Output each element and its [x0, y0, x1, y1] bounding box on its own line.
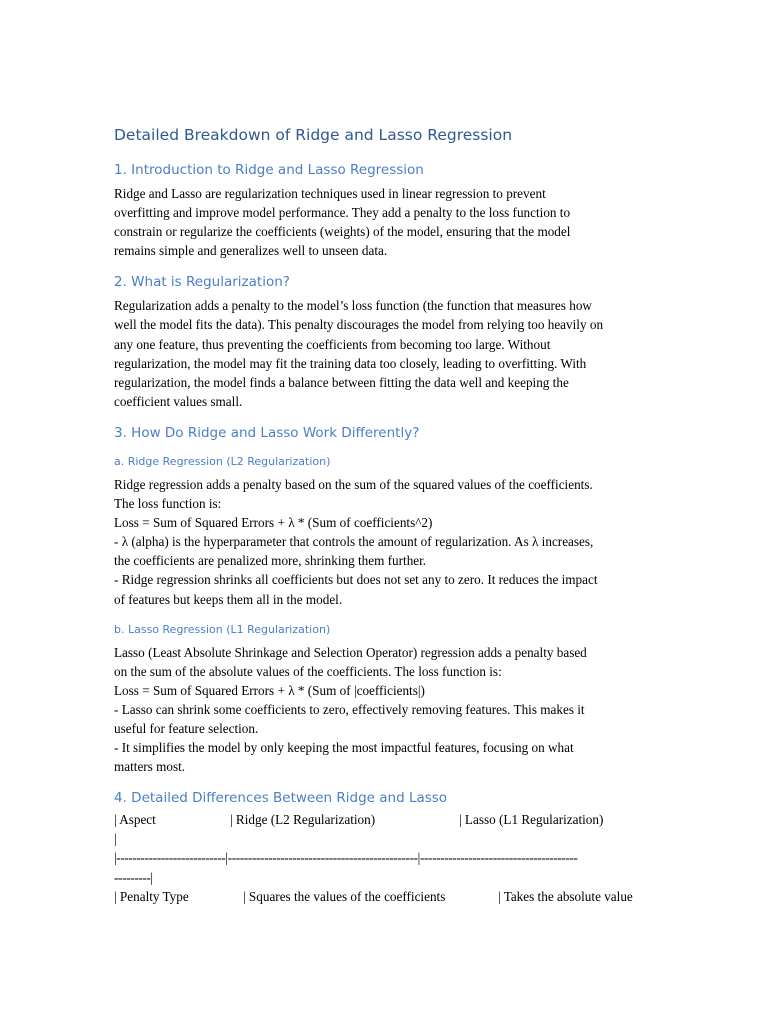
paragraph-line: overfitting and improve model performance. They add a penalty to the loss function to [114, 205, 571, 221]
table-separator-line: |---------------------------|-----------------------------------------------|--------------------------------------- [114, 850, 578, 866]
paragraph-line: Ridge regression adds a penalty based on the sum of the squared values of the coefficients. [114, 476, 593, 492]
paragraph-line: the coefficients are penalized more, shrinking them further. [114, 553, 427, 569]
subsection-3b-body [114, 643, 659, 777]
paragraph-line: - λ (alpha) is the hyperparameter that controls the amount of regularization. As λ increases, [114, 534, 594, 550]
table-cell: | Takes the absolute value [498, 888, 633, 904]
table-cell: | Lasso (L1 Regularization) [459, 812, 604, 828]
paragraph-line: of features but keeps them all in the model. [114, 591, 343, 607]
subsection-3a-heading: a. Ridge Regression (L2 Regularization) [114, 454, 331, 468]
table-cell: | Penalty Type [114, 888, 189, 904]
paragraph-line: coefficient values small. [114, 393, 243, 409]
section-1-body [114, 184, 659, 260]
subsection-3a-body [114, 475, 659, 609]
document-page [114, 125, 659, 906]
paragraph-line: constrain or regularize the coefficients (weights) of the model, ensuring that the model [114, 224, 571, 240]
paragraph-line: - Ridge regression shrinks all coefficients but does not set any to zero. It reduces the impact [114, 572, 598, 588]
section-1-heading: 1. Introduction to Ridge and Lasso Regression [114, 162, 424, 178]
paragraph-line: Lasso (Least Absolute Shrinkage and Selection Operator) regression adds a penalty based [114, 644, 587, 660]
table-cell: | Aspect [114, 812, 156, 828]
formula-line: Loss = Sum of Squared Errors + λ * (Sum of coefficients^2) [114, 515, 433, 531]
table-cell: | Squares the values of the coefficients [243, 888, 446, 904]
section-4-heading: 4. Detailed Differences Between Ridge and Lasso [114, 790, 448, 807]
document-title: Detailed Breakdown of Ridge and Lasso Regression [114, 126, 513, 144]
section-2-body [114, 296, 659, 411]
table-cell: | Ridge (L2 Regularization) [230, 812, 376, 828]
paragraph-line: matters most. [114, 759, 186, 775]
paragraph-line: The loss function is: [114, 496, 222, 512]
paragraph-line: useful for feature selection. [114, 720, 259, 736]
paragraph-line: regularization, the model finds a balance between fitting the data well and keeping the [114, 374, 569, 390]
table-row [114, 887, 659, 906]
section-2-heading: 2. What is Regularization? [114, 274, 290, 291]
paragraph-line: on the sum of the absolute values of the coefficients. The loss function is: [114, 663, 502, 679]
table-separator-wrap: ---------| [114, 869, 153, 885]
formula-line: Loss = Sum of Squared Errors + λ * (Sum of |coefficients|) [114, 682, 425, 698]
section-3-heading: 3. How Do Ridge and Lasso Work Differently? [114, 424, 420, 441]
paragraph-line: - It simplifies the model by only keeping the most impactful features, focusing on what [114, 740, 574, 756]
paragraph-line: Regularization adds a penalty to the model’s loss function (the function that measures how [114, 298, 592, 314]
paragraph-line: any one feature, thus preventing the coefficients from becoming too large. Without [114, 336, 551, 352]
markdown-table [114, 810, 659, 905]
paragraph-line: remains simple and generalizes well to unseen data. [114, 243, 388, 259]
table-header-row [114, 810, 659, 829]
paragraph-line: regularization, the model may fit the training data too closely, leading to overfitting. With [114, 355, 587, 371]
paragraph-line: Ridge and Lasso are regularization techniques used in linear regression to prevent [114, 186, 546, 201]
paragraph-line: - Lasso can shrink some coefficients to zero, effectively removing features. This makes it [114, 701, 585, 717]
paragraph-line: well the model fits the data). This penalty discourages the model from relying too heavily on [114, 317, 604, 333]
subsection-3b-heading: b. Lasso Regression (L1 Regularization) [114, 622, 331, 636]
table-pipe-line: | [114, 831, 117, 847]
